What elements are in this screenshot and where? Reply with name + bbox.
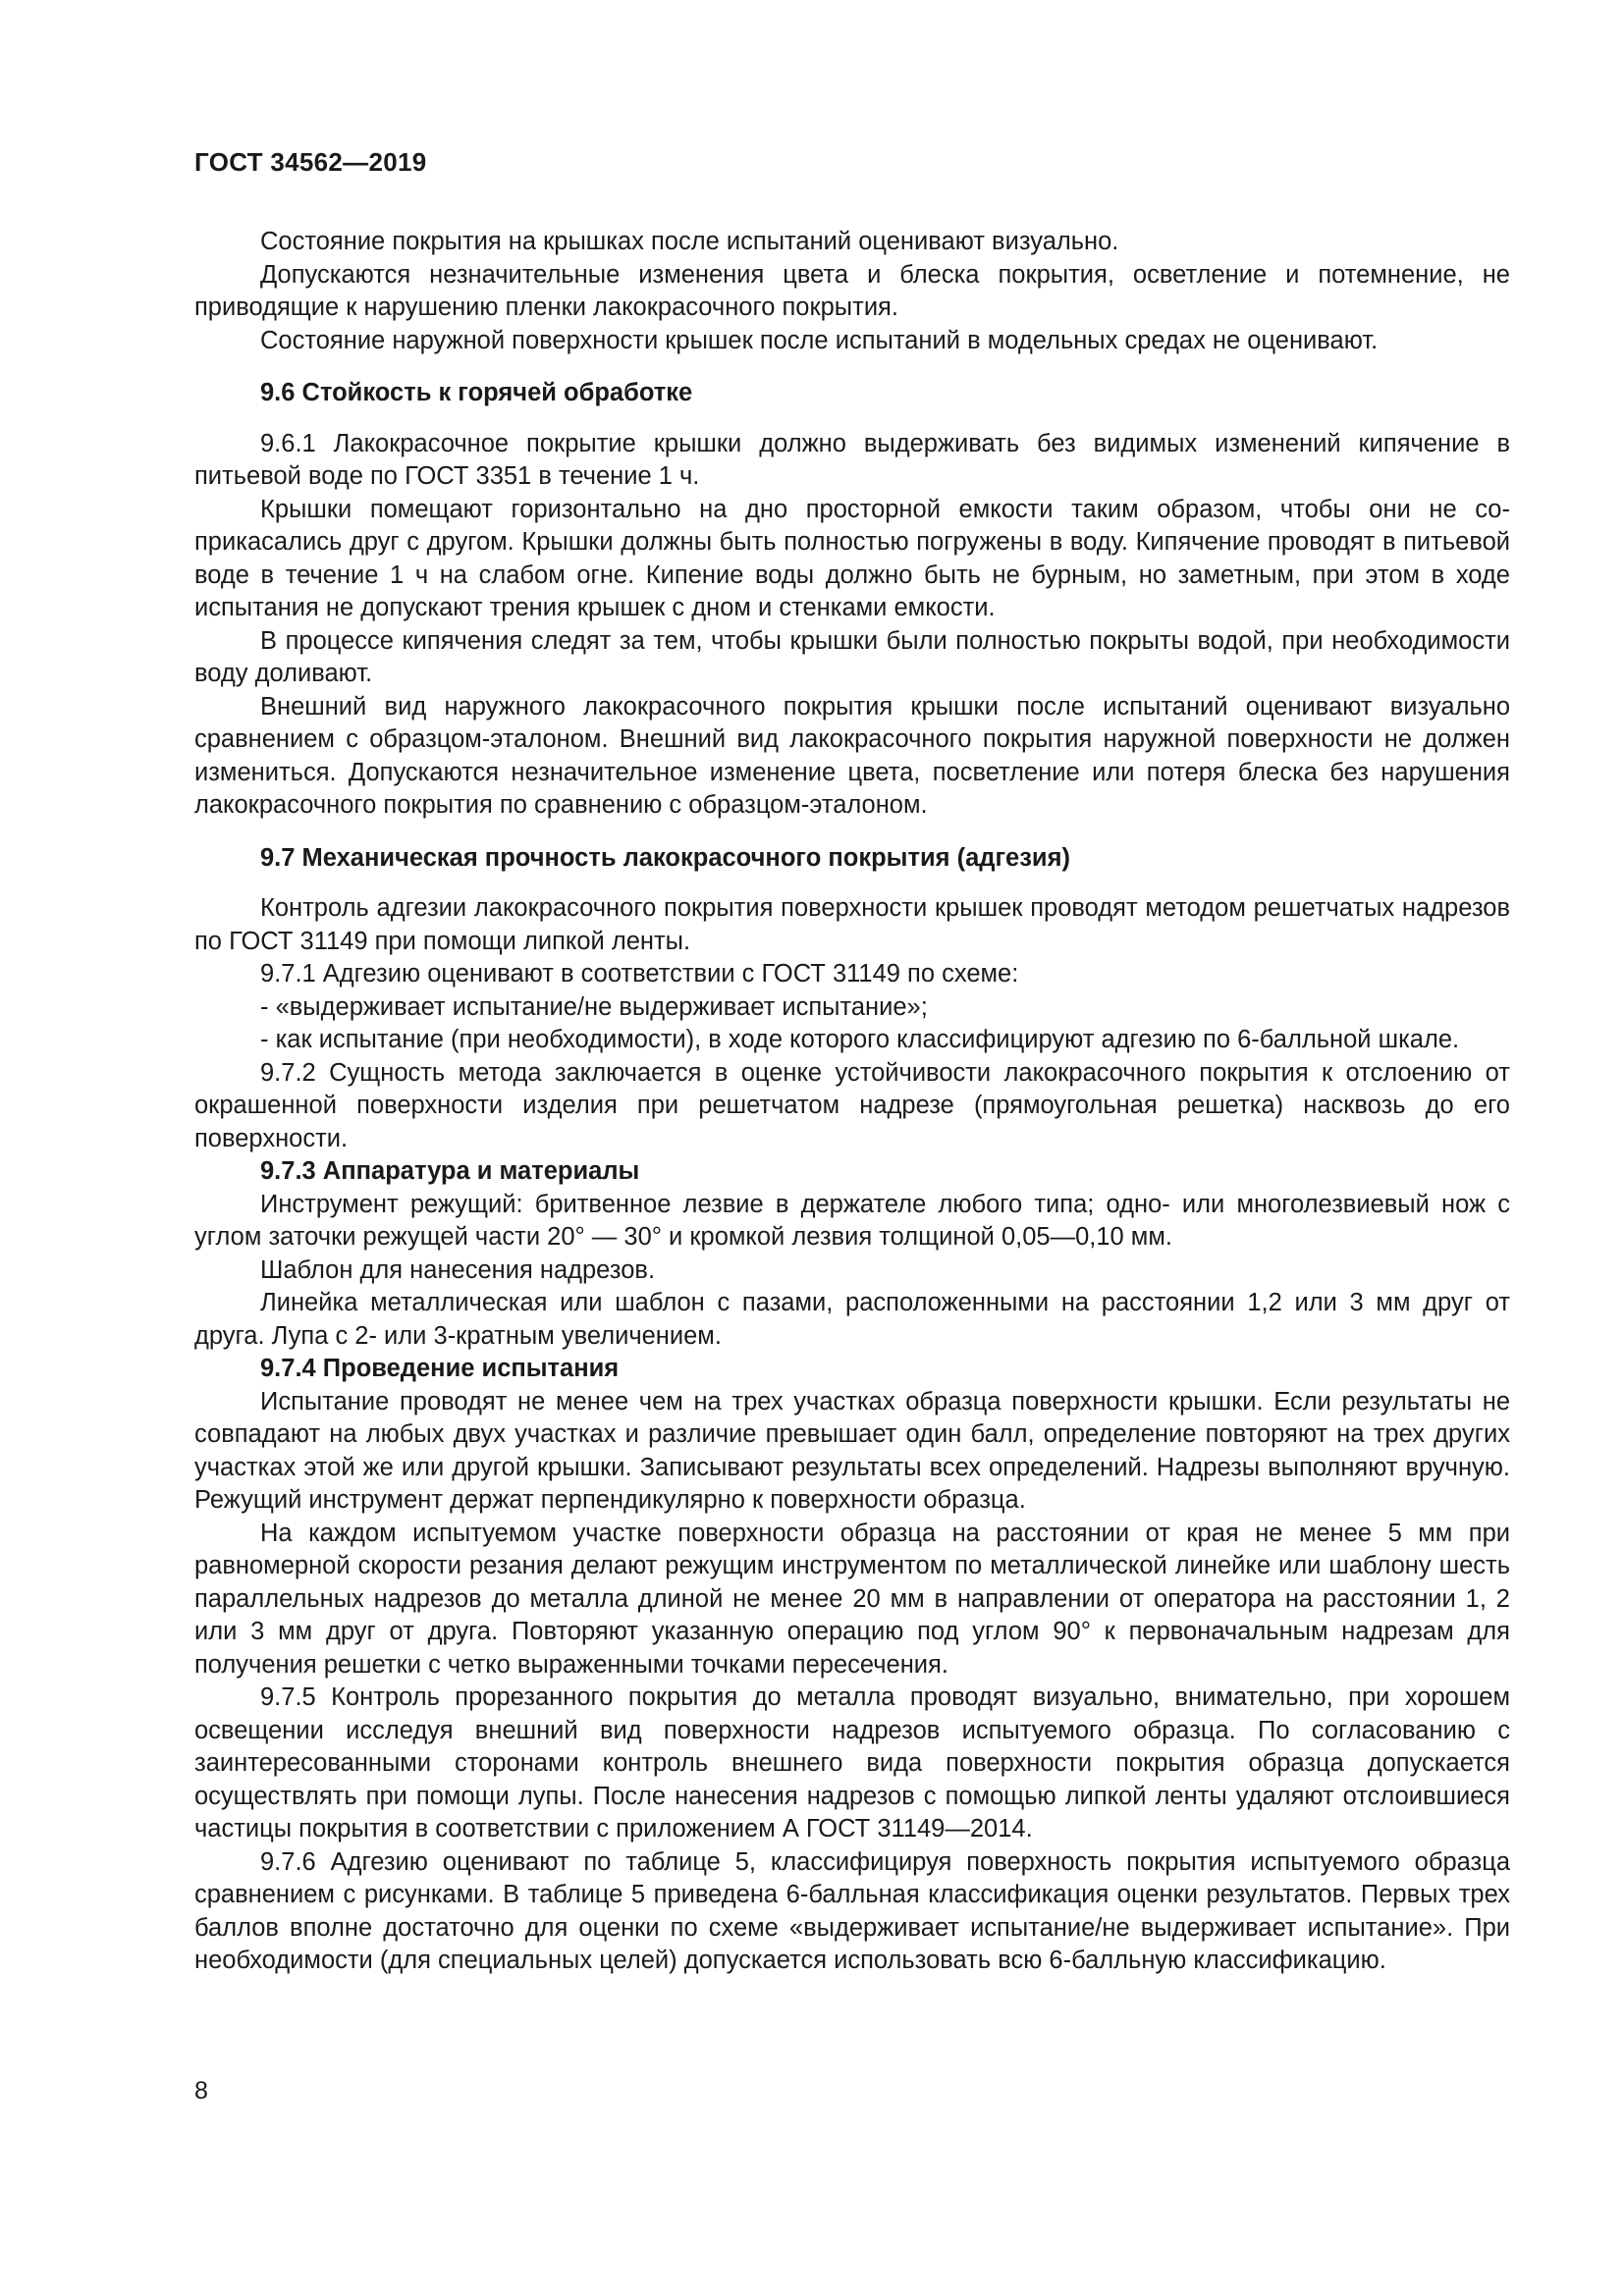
paragraph: Испытание проводят не менее чем на трех участках образца поверхности крышки. Если результаты не совпадают на любых двух участках и различие превышает один балл, определение повторяют на трех других участках этой же или другой крышки. Записывают результаты всех определений. Надрезы выполняют вручную. Режущий инструмент держат перпендикулярно к поверхности образца.	[194, 1387, 1510, 1514]
paragraph: Контроль адгезии лакокрасочного покрытия поверхности крышек проводят методом решетчатых надрезов по ГОСТ 31149 при помощи липкой ленты.	[194, 894, 1510, 955]
page-number: 8	[194, 2077, 208, 2105]
paragraph: На каждом испытуемом участке поверхности образца на расстоянии от края не менее 5 мм при равномерной скорости резания делают режущим инструментом по металлической линейке или шаблону шесть параллельных надрезов до металла длиной не менее 20 мм в направлении от оператора на расстоянии 1, 2 или 3 мм друг от друга. Повторяют указанную операцию под углом 90° к первоначальным надрезам для получения решетки с четко выраженными точками пересечения.	[194, 1519, 1510, 1679]
subsection-heading-9-7-4: 9.7.4 Проведение испытания	[260, 1355, 620, 1382]
document-body	[194, 226, 1510, 1978]
document-header-id: ГОСТ 34562—2019	[194, 147, 427, 177]
paragraph: Состояние покрытия на крышках после испытаний оценивают визуально.	[260, 228, 1119, 255]
paragraph: 9.7.5 Контроль прорезанного покрытия до металла проводят визуально, внимательно, при хорошем освещении исследуя внешний вид поверхности надрезов испытуемого образца. По согласованию с заинтересованными сторонами контроль внешнего вида поверхности покрытия образца допускается осуществлять при помощи лупы. После нанесения надрезов с помощью липкой ленты удаляют отслоившиеся частицы покрытия в соответствии с приложением А ГОСТ 31149—2014.	[194, 1683, 1510, 1842]
paragraph: В процессе кипячения следят за тем, чтобы крышки были полностью покрыты водой, при необходимости воду доливают.	[194, 626, 1510, 687]
section-heading-9-6: 9.6 Стойкость к горячей обработке	[260, 379, 693, 406]
paragraph: 9.7.1 Адгезию оценивают в соответствии с ГОСТ 31149 по схеме:	[260, 960, 1019, 988]
paragraph: Состояние наружной поверхности крышек после испытаний в модельных средах не оценивают.	[260, 326, 1379, 354]
list-item: - «выдерживает испытание/не выдерживает испытание»;	[260, 992, 928, 1021]
paragraph: Крышки помещают горизонтально на дно просторной емкости таким образом, чтобы они не соприкасались друг с другом. Крышки должны быть полностью погружены в воду. Кипячение проводят в питьевой воде в течение 1 ч на слабом огне. Кипение воды должно быть не бурным, но заметным, при этом в ходе испытания не допускают трения крышек с дном и стенками емкости.	[194, 495, 1510, 621]
paragraph: Допускаются незначительные изменения цвета и блеска покрытия, осветление и потемнение, не приводящие к нарушению пленки лакокрасочного покрытия.	[194, 260, 1510, 321]
paragraph: 9.7.6 Адгезию оценивают по таблице 5, классифицируя поверхность покрытия испытуемого образца сравнением с рисунками. В таблице 5 приведена 6-балльная классификация оценки результатов. Первых трех баллов вполне достаточно для оценки по схеме «выдерживает испытание/не выдерживает испытание». При необходимости (для специальных целей) допускается использовать всю 6-балльную классификацию.	[194, 1847, 1510, 1974]
list-item: - как испытание (при необходимости), в ходе которого классифицируют адгезию по 6-балльной шкале.	[260, 1026, 1460, 1053]
paragraph: Линейка металлическая или шаблон с пазами, расположенными на расстоянии 1,2 или 3 мм друг от друга. Лупа с 2- или 3-кратным увеличением.	[194, 1289, 1510, 1350]
paragraph: 9.6.1 Лакокрасочное покрытие крышки должно выдерживать без видимых изменений кипячение в питьевой воде по ГОСТ 3351 в течение 1 ч.	[194, 429, 1510, 490]
subsection-heading-9-7-3: 9.7.3 Аппаратура и материалы	[260, 1157, 640, 1185]
paragraph: 9.7.2 Сущность метода заключается в оценке устойчивости лакокрасочного покрытия к отслоению от окрашенной поверхности изделия при решетчатом надрезе (прямоугольная решетка) насквозь до его поверхности.	[194, 1058, 1510, 1152]
paragraph: Шаблон для нанесения надрезов.	[260, 1255, 656, 1284]
paragraph: Внешний вид наружного лакокрасочного покрытия крышки после испытаний оценивают визуально сравнением с образцом-эталоном. Внешний вид лакокрасочного покрытия наружной поверхности не должен измениться. Допускаются незначительное изменение цвета, посветление или потеря блеска без нарушения лакокрасочного покрытия по сравнению с образцом-эталоном.	[194, 692, 1510, 819]
section-heading-9-7: 9.7 Механическая прочность лакокрасочного покрытия (адгезия)	[260, 843, 1070, 872]
paragraph: Инструмент режущий: бритвенное лезвие в держателе любого типа; одно- или многолезвиевый нож с углом заточки режущей части 20° — 30° и кромкой лезвия толщиной 0,05—0,10 мм.	[194, 1190, 1510, 1251]
